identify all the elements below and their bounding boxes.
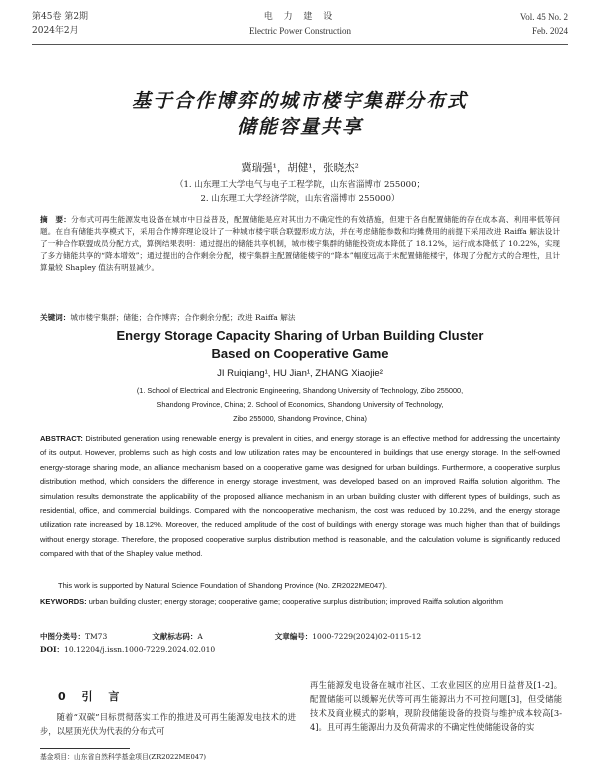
affiliations-cn: [0, 178, 600, 206]
keywords-en-label: KEYWORDS:: [40, 597, 87, 606]
section-heading-introduction: 0 引 言: [58, 690, 126, 703]
affiliation-cn-1: （1. 山东理工大学电气与电子工程学院，山东省淄博市 255000；: [175, 180, 425, 190]
keywords-en-text: urban building cluster; energy storage; cooperative game; cooperative surplus distribution; improved Raiffa solution algorithm: [88, 597, 504, 606]
clc-field: [40, 630, 150, 643]
keywords-cn-label: 关键词：: [40, 313, 71, 322]
journal-name-en: Electric Power Construction: [249, 26, 351, 36]
affiliations-en: [40, 384, 560, 426]
doc-code-field: [152, 630, 272, 643]
journal-header: [32, 10, 568, 46]
doi-value[interactable]: 10.12204/j.issn.1000-7229.2024.02.010: [64, 645, 216, 654]
header-center: [32, 10, 568, 38]
abstract-cn-label: 摘 要：: [40, 215, 72, 224]
doi-label: DOI：: [40, 645, 65, 654]
footnote-funding: 基金项目：山东省自然科学基金项目(ZR2022ME047): [40, 753, 207, 761]
volume-issue-cn: 第45卷 第2期: [32, 12, 89, 22]
clc-label: 中图分类号：: [40, 632, 85, 641]
title-cn-line1: 基于合作博弈的城市楼宇集群分布式: [131, 90, 468, 112]
keywords-cn: [40, 312, 560, 324]
journal-name-cn: 电 力 建 设: [263, 12, 337, 22]
abstract-cn: [40, 214, 560, 274]
article-number-field: [275, 630, 421, 643]
abstract-en-label: ABSTRACT:: [40, 434, 83, 443]
metadata-row: [40, 630, 560, 643]
authors-en: JI Ruiqiang¹, HU Jian¹, ZHANG Xiaojie²: [217, 368, 383, 379]
title-cn-line2: 储能容量共享: [236, 116, 363, 138]
abstract-cn-text: 分布式可再生能源发电设备在城市中日益普及，配置储能是应对其出力不确定性的有效措施，但建于各自配置储能的存在成本高、利用率低等问题。在自有储能共享模式下，采用合作博弈理论设计了一种城市楼宇联合联盟形成方法，并在考虑储能参数和均摊费用的前提下采用改进 Raiffa 解法设计了一种合作联盟成员分配方式，算例结果表明：通过提出的储能共享机制，城市楼宇集群的储能投资成本降低了 18.12%，运行成本降低了 10.22%，实现了多方储能共享的“降本增效”；通过提出的合作剩余分配，楼宇集群主配置储能楼宇的“降本”幅度远高于未配置储能楼宇，体现了分配方式的合理性，且计算量较 Shapley 值法有明显减少。: [40, 215, 560, 272]
title-en-line1: Energy Storage Capacity Sharing of Urban Building Cluster: [116, 328, 484, 343]
affiliation-en-3: Zibo 255000, Shandong Province, China): [233, 414, 367, 423]
affiliation-cn-2: 2. 山东理工大学经济学院，山东省淄博市 255000）: [200, 194, 400, 204]
article-metadata: [40, 630, 560, 656]
affiliation-en-2: Shandong Province, China; 2. School of Economics, Shandong University of Technology,: [156, 400, 444, 409]
doc-code-label: 文献标志码：: [152, 632, 198, 641]
article-number-label: 文章编号：: [274, 632, 313, 641]
keywords-en: [40, 595, 560, 609]
date-cn: 2024年2月: [32, 26, 79, 36]
header-right: [520, 10, 568, 38]
keywords-cn-text: 城市楼宇集群；储能；合作博弈；合作剩余分配；改进 Raiffa 解法: [70, 313, 296, 322]
doi-field: [40, 643, 560, 656]
body-left-column: 随着“双碳”目标贯彻落实工作的推进及可再生能源发电技术的进步，以屋顶光伏为代表的分布式可: [40, 712, 296, 736]
affiliation-en-1: (1. School of Electrical and Electronic Engineering, Shandong University of Technology, Zibo 255000,: [136, 386, 464, 395]
title-en: [40, 327, 560, 363]
title-cn: [40, 88, 560, 140]
abstract-en-text: Distributed generation using renewable energy is prevalent in cities, and energy storage is an effective method for addressing the uncertainty of its output. However, problems such as high costs and low utilization rates may be encountered in buildings that use energy storage. In the self-owned energy-storage sharing mode, an alliance mechanism based on a cooperative game was designed for urban buildings. Furthermore, a cooperative surplus distribution method, which considers the difference in energy storage investment, was developed based on an improved Raiffa solution algorithm. The simulation results demonstrate the applicability of the proposed alliance mechanism in an urban building cluster with different types of buildings, such as residential, office, and commercial buildings. Compared with the noncooperative mechanism, the cost was reduced by 10.22%, and the energy storage utilization rate increased by 18.12%. Moreover, the reduced amplitude of the cost of buildings with energy storage was much higher than that of buildings without energy storage. Therefore, the proposed cooperative surplus distribution method is reasonable, and the calculation volume is significantly reduced compared with that of the Shapley value method.: [40, 434, 560, 559]
footnote-rule: [40, 748, 130, 749]
abstract-en: [40, 432, 560, 562]
clc-value: TM73: [85, 632, 108, 641]
body-right-column: 再生能源发电设备在城市社区、工农业园区的应用日益普及[1-2]。配置储能可以缓解光伏等可再生能源出力不可控问题[3]，但受储能技术及商业模式的影响，现阶段储能设备的投资与维护成本较高[3-4]。且可再生能源出力及负荷需求的不确定性使储能设备的实: [310, 680, 562, 732]
title-en-line2: Based on Cooperative Game: [211, 346, 389, 361]
volume-issue-en: Vol. 45 No. 2: [519, 12, 568, 22]
authors-cn: 冀瑞强¹，胡健¹，张晓杰²: [241, 162, 359, 174]
header-rule: [32, 44, 568, 45]
date-en: Feb. 2024: [532, 26, 568, 36]
doc-code-value: A: [197, 632, 203, 641]
article-number-value: 1000-7229(2024)02-0115-12: [312, 632, 422, 641]
funding-statement-en: This work is supported by Natural Science Foundation of Shandong Province (No. ZR2022ME047).: [58, 581, 387, 590]
